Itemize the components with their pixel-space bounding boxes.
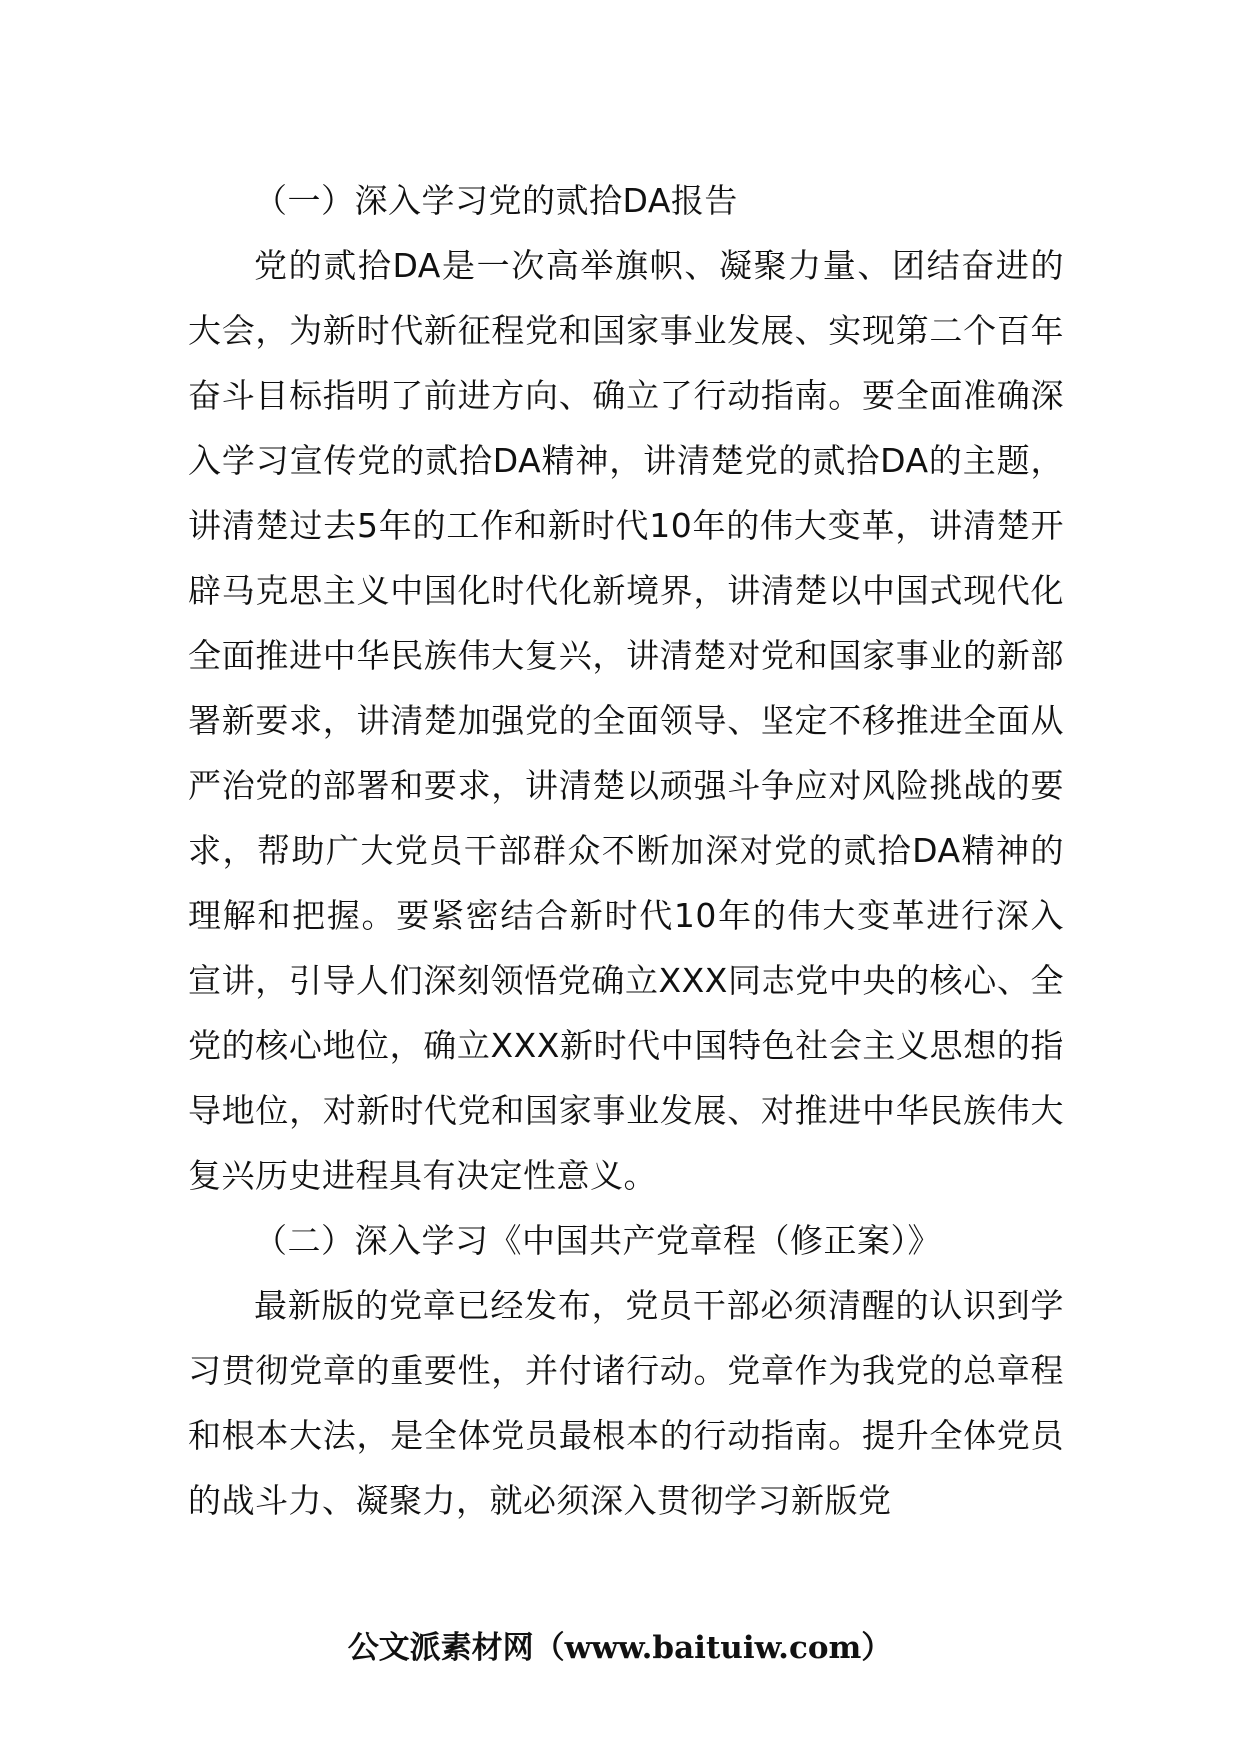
section-1-paragraph: 党的贰拾DA是一次高举旗帜、凝聚力量、团结奋进的大会，为新时代新征程党和国家事业发展、实现第二个百年奋斗目标指明了前进方向、确立了行动指南。要全面准确深入学习宣传党的贰拾DA精神，讲清楚党的贰拾DA的主题，讲清楚过去5年的工作和新时代10年的伟大变革，讲清楚开辟马克思主义中国化时代化新境界，讲清楚以中国式现代化全面推进中华民族伟大复兴，讲清楚对党和国家事业的新部署新要求，讲清楚加强党的全面领导、坚定不移推进全面从严治党的部署和要求，讲清楚以顽强斗争应对风险挑战的要求，帮助广大党员干部群众不断加深对党的贰拾DA精神的理解和把握。要紧密结合新时代10年的伟大变革进行深入宣讲，引导人们深刻领悟党确立XXX同志党中央的核心、全党的核心地位，确立XXX新时代中国特色社会主义思想的指导地位，对新时代党和国家事业发展、对推进中华民族伟大复兴历史进程具有决定性意义。 bbox=[188, 246, 1064, 1195]
document-body bbox=[188, 168, 1064, 1533]
section-2-heading: （二）深入学习《中国共产党章程（修正案）》 bbox=[254, 1221, 941, 1260]
section-1-heading: （一）深入学习党的贰拾DA报告 bbox=[254, 181, 738, 220]
footer-watermark: 公文派素材网（www.baituiw.com） bbox=[347, 1630, 893, 1666]
section-2-paragraph: 最新版的党章已经发布，党员干部必须清醒的认识到学习贯彻党章的重要性，并付诸行动。党章作为我党的总章程和根本大法，是全体党员最根本的行动指南。提升全体党员的战斗力、凝聚力，就必须深入贯彻学习新版党 bbox=[188, 1286, 1064, 1520]
